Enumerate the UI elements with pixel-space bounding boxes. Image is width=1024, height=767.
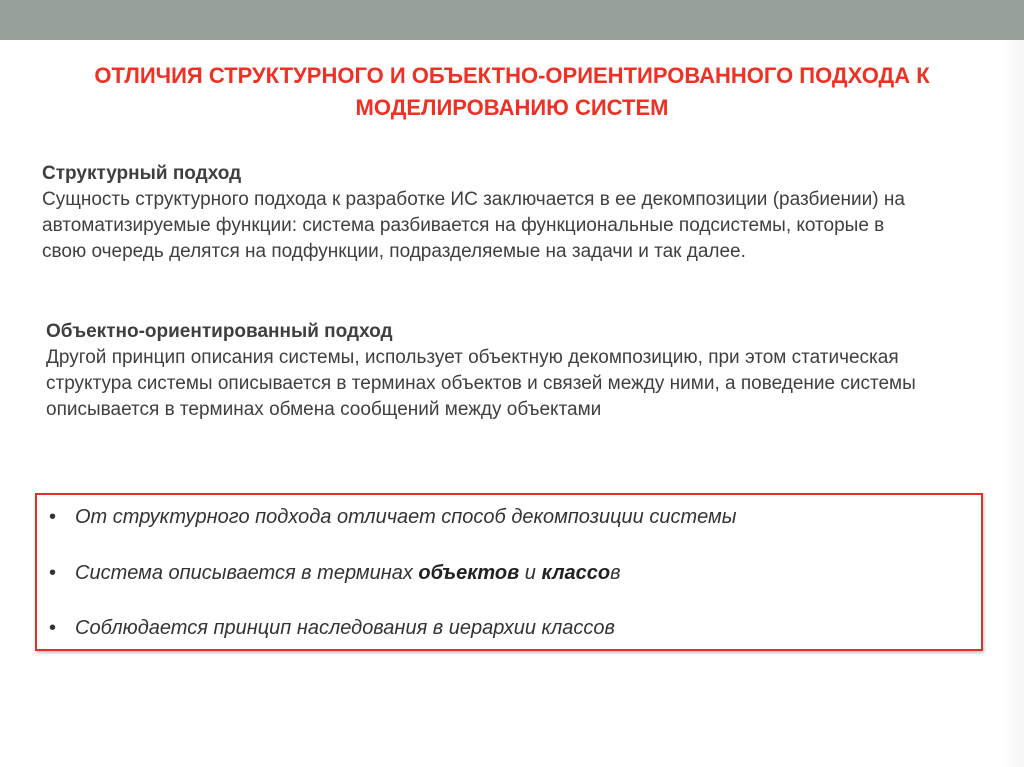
object-oriented-approach-section (46, 319, 926, 423)
slide-title: ОТЛИЧИЯ СТРУКТУРНОГО И ОБЪЕКТНО-ОРИЕНТИРОВАННОГО ПОДХОДА К МОДЕЛИРОВАНИЮ СИСТЕМ (94, 63, 930, 120)
bullet-icon: • (49, 617, 57, 639)
bullet-icon: • (49, 562, 57, 584)
summary-item-terms (49, 559, 621, 587)
summary-item-text: Соблюдается принцип наследования в иерархии классов (75, 617, 615, 639)
summary-item-text-part: и (519, 562, 542, 584)
object-oriented-approach-heading: Объектно-ориентированный подход (46, 321, 393, 342)
object-oriented-approach-text: Другой принцип описания системы, использует объектную декомпозицию, при этом статическая структура системы описывается в терминах объектов и связей между ними, а поведение системы описывается в терминах обмена сообщений между объектами (46, 347, 916, 420)
structural-approach-heading: Структурный подход (42, 163, 242, 184)
top-decorative-bar (0, 0, 1024, 40)
structural-approach-section (42, 161, 922, 265)
summary-item-inheritance (49, 614, 615, 642)
bullet-icon: • (49, 506, 57, 528)
structural-approach-text: Сущность структурного подхода к разработке ИС заключается в ее декомпозиции (разбиении) на автоматизируемые функции: система разбивается на функциональные подсистемы, которые в свою очередь делятся на подфункции, подразделяемые на задачи и так далее. (42, 189, 905, 262)
summary-item-text: От структурного подхода отличает способ декомпозиции системы (75, 506, 737, 528)
summary-box (35, 493, 983, 651)
right-edge-shade (1004, 40, 1024, 767)
summary-item-text-part: Система описывается в терминах (75, 562, 419, 584)
summary-item-text-part: в (610, 562, 621, 584)
classes-emphasis: классо (541, 562, 611, 584)
summary-item-decomposition (49, 503, 736, 531)
objects-emphasis: объектов (418, 562, 520, 584)
